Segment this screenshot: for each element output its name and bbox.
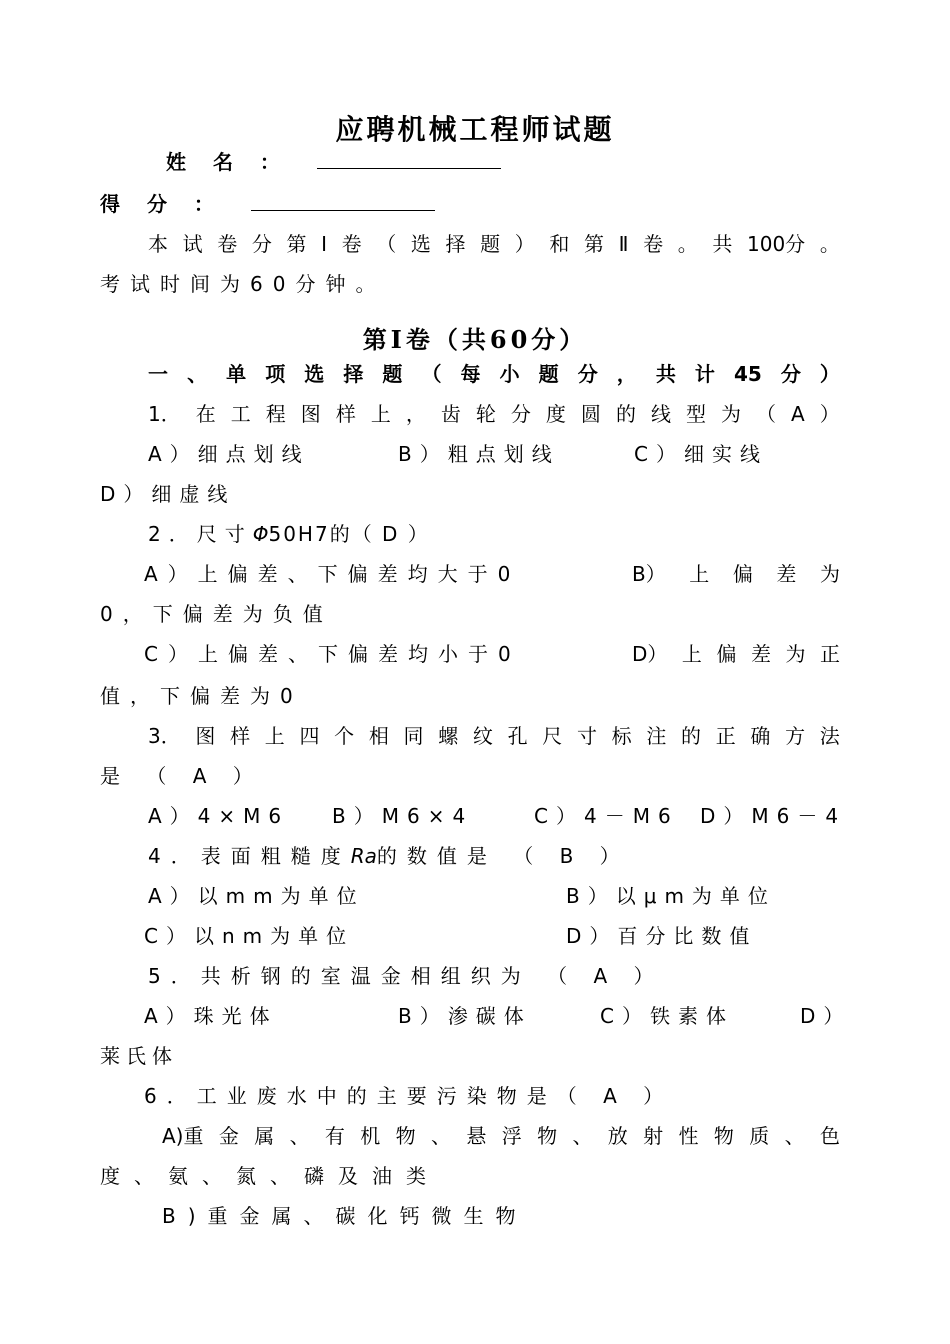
q5-option-b: B）渗碳体 <box>398 1004 532 1028</box>
volume-title: 第Ⅰ卷（共60分） <box>362 325 588 354</box>
q6-option-b: B)重金属、碳化钙微生物 <box>162 1204 528 1228</box>
name-label: 姓 名 ： <box>166 150 290 174</box>
q5-option-c: C）铁素体 <box>600 1004 734 1028</box>
q4-option-a: A）以mm为单位 <box>148 884 365 908</box>
q3-option-c: C）4－M6 <box>534 804 679 828</box>
q4-option-b: B）以μm为单位 <box>566 884 776 908</box>
q2-stem: 2．尺寸Φ50H7的（ D ） <box>148 522 430 546</box>
q4-option-c: C）以nm为单位 <box>144 924 355 948</box>
q2-option-d: D） 上 偏 差 为 正 <box>632 642 840 666</box>
score-label: 得 分 ： <box>100 192 224 216</box>
page-title: 应聘机械工程师试题 <box>335 113 615 146</box>
q1-option-b: B）粗点划线 <box>398 442 560 466</box>
section-title: 一 、 单 项 选 择 题 （ 每 小 题 分 ， 共 计 45 分 ） <box>148 362 840 386</box>
q3-stem-cont: 是 （ A ） <box>100 764 263 788</box>
score-blank <box>251 194 435 211</box>
q5-option-d-cont: 莱氏体 <box>100 1044 178 1068</box>
q6-stem: 6．工业废水中的主要污染物是（ A ） <box>144 1084 674 1108</box>
q1-stem: 1． 在 工 程 图 样 上 ， 齿 轮 分 度 圆 的 线 型 为 （ A ） <box>148 402 840 426</box>
score-row <box>100 190 840 218</box>
q3-option-b: B）M6×4 <box>332 804 474 828</box>
intro-line-2: 考试时间为60分钟。 <box>100 272 386 296</box>
q2-option-b-cont: 0，下偏差为负值 <box>100 602 333 626</box>
q1-option-c: C）细实线 <box>634 442 768 466</box>
q2-option-c: C）上偏差、下偏差均小于0 <box>144 642 521 666</box>
q5-stem: 5．共析钢的室温金相组织为 （ A ） <box>148 964 664 988</box>
intro-line-1: 本 试 卷 分 第 Ⅰ 卷 （ 选 择 题 ） 和 第 Ⅱ 卷 。 共 100分 。 <box>148 232 840 256</box>
name-row <box>166 148 906 176</box>
q1-option-a: A）细点划线 <box>148 442 310 466</box>
q2-option-a: A）上偏差、下偏差均大于0 <box>144 562 521 586</box>
q3-option-d: D）M6－4 <box>700 804 847 828</box>
q1-option-d: D）细虚线 <box>100 482 236 506</box>
q2-option-d-cont: 值，下偏差为0 <box>100 684 303 708</box>
q6-option-a: A)重 金 属 、 有 机 物 、 悬 浮 物 、 放 射 性 物 质 、 色 <box>162 1124 840 1148</box>
q4-stem: 4．表面粗糙度Ra的数值是 （ B ） <box>148 844 630 868</box>
q5-option-d: D） <box>800 1004 852 1028</box>
q3-option-a: A）4×M6 <box>148 804 290 828</box>
q2-option-b: B） 上 偏 差 为 <box>632 562 840 586</box>
name-blank <box>317 152 501 169</box>
q5-option-a: A）珠光体 <box>144 1004 278 1028</box>
q3-stem: 3． 图 样 上 四 个 相 同 螺 纹 孔 尺 寸 标 注 的 正 确 方 法 <box>148 724 840 748</box>
q6-option-a-cont: 度、氨、氮、磷及油类 <box>100 1164 440 1188</box>
q4-option-d: D）百分比数值 <box>566 924 758 948</box>
